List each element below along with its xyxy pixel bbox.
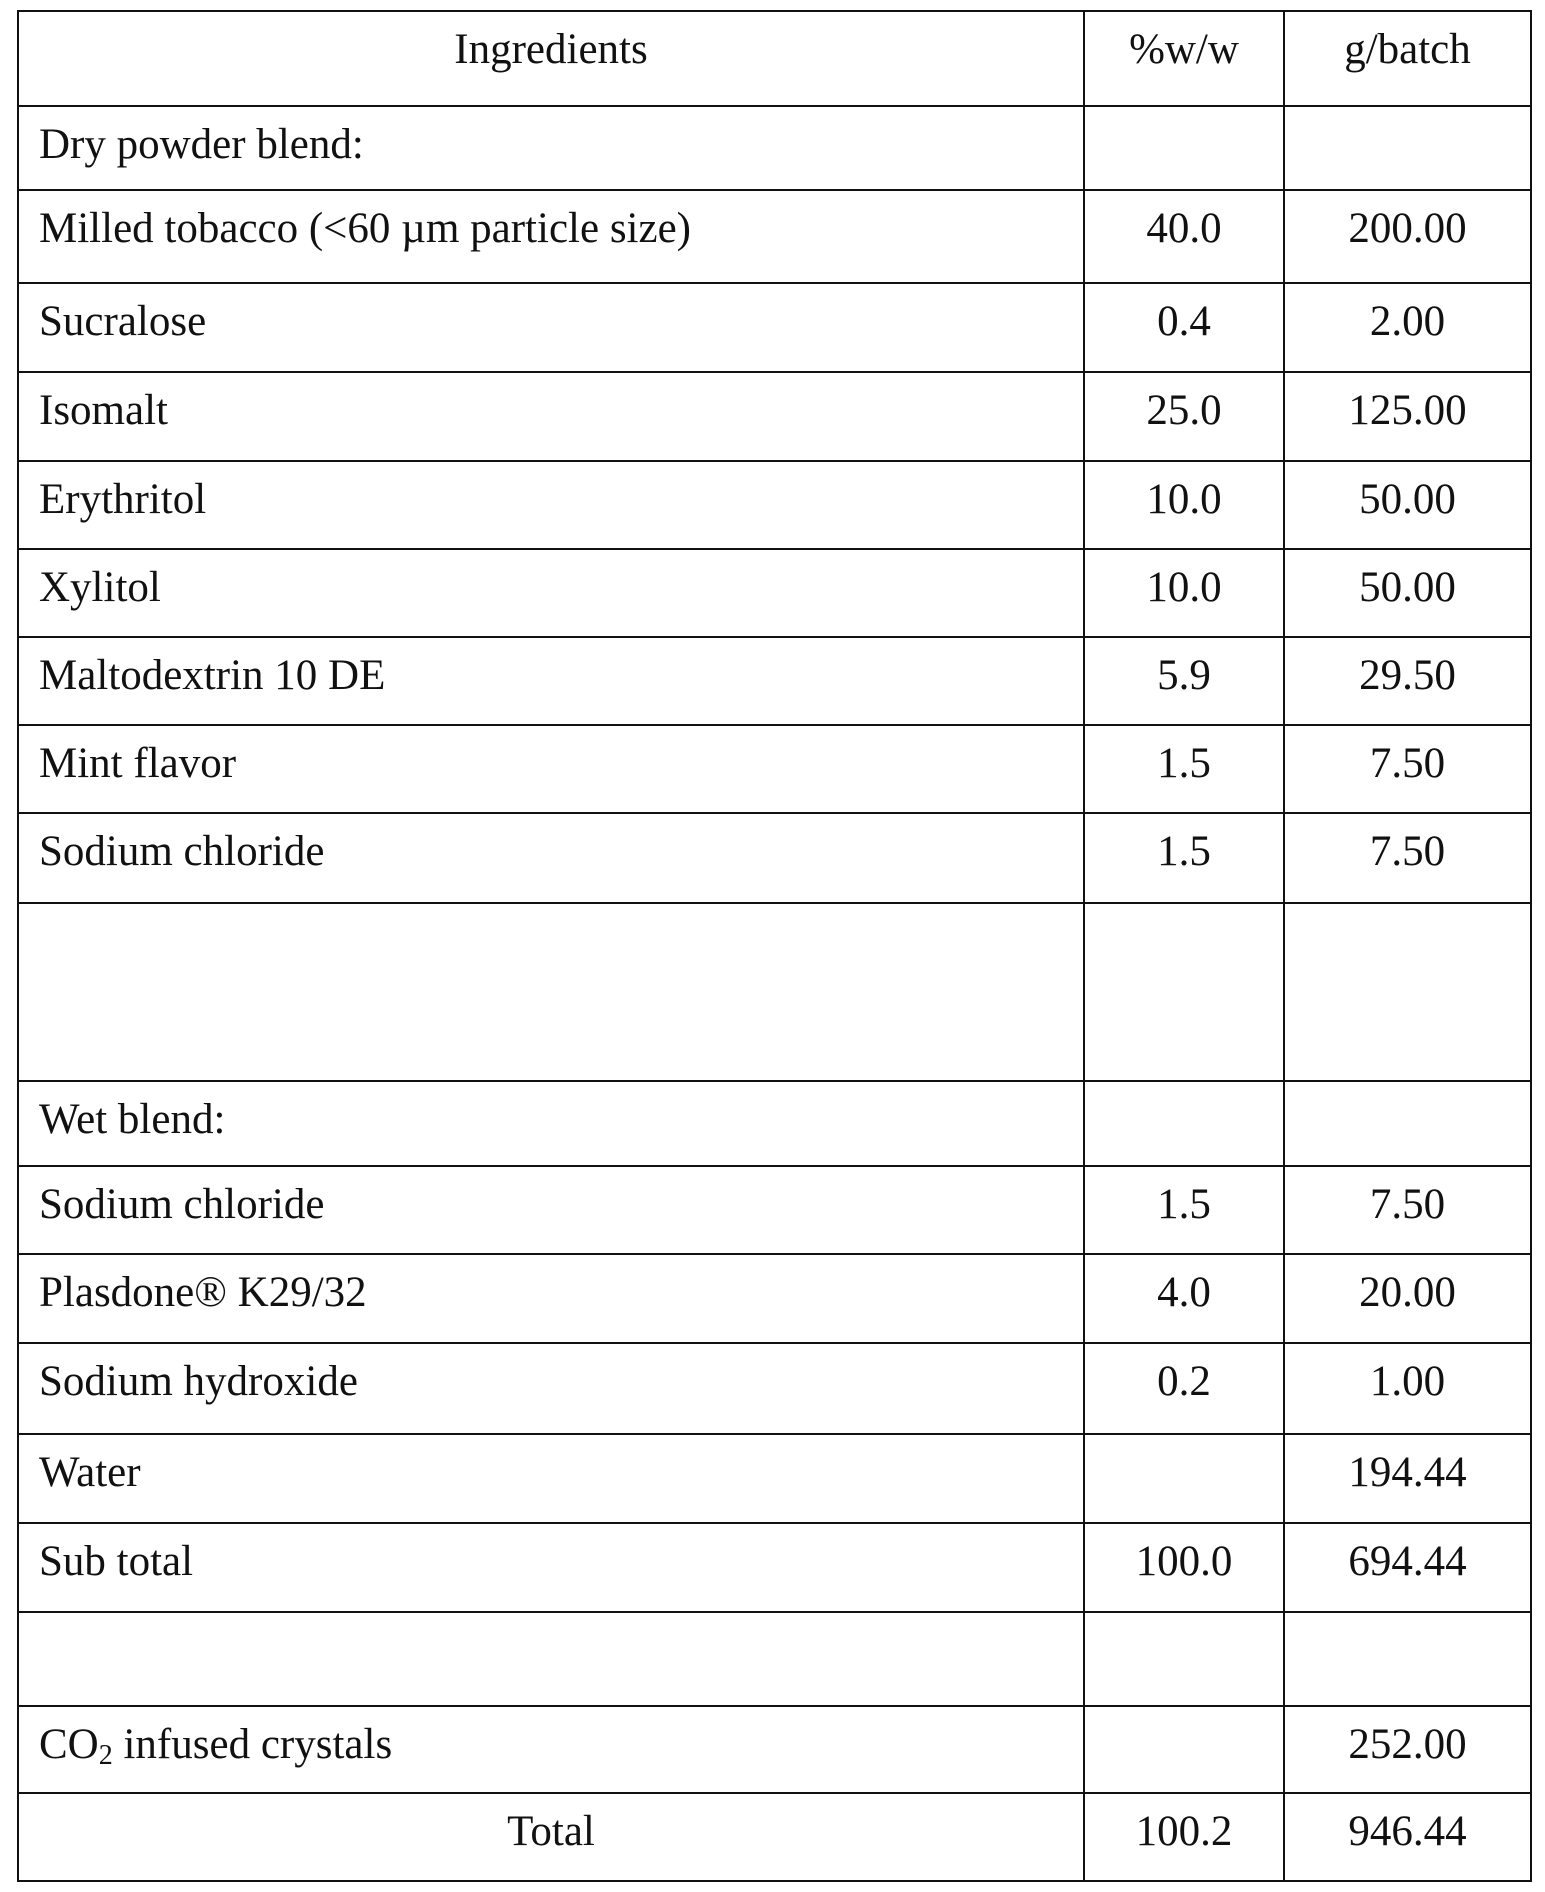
ingredient-name: Mint flavor bbox=[18, 725, 1084, 813]
pct-value: 10.0 bbox=[1084, 549, 1284, 637]
ingredient-name: Isomalt bbox=[18, 372, 1084, 461]
g-value: 20.00 bbox=[1284, 1254, 1531, 1343]
section-row-dry bbox=[18, 106, 1531, 190]
pct-value: 5.9 bbox=[1084, 637, 1284, 725]
g-value: 125.00 bbox=[1284, 372, 1531, 461]
spacer-row bbox=[18, 1612, 1531, 1706]
table-row bbox=[18, 190, 1531, 283]
g-value: 50.00 bbox=[1284, 549, 1531, 637]
ingredient-name: Maltodextrin 10 DE bbox=[18, 637, 1084, 725]
section-label: Dry powder blend: bbox=[18, 106, 1084, 190]
table-row bbox=[18, 813, 1531, 903]
ingredient-name: Sodium chloride bbox=[18, 1166, 1084, 1254]
section-row-wet bbox=[18, 1081, 1531, 1166]
table-row bbox=[18, 1254, 1531, 1343]
g-value: 7.50 bbox=[1284, 813, 1531, 903]
g-value: 2.00 bbox=[1284, 283, 1531, 372]
header-ingredients: Ingredients bbox=[18, 11, 1084, 106]
g-value: 50.00 bbox=[1284, 461, 1531, 549]
subtotal-row bbox=[18, 1523, 1531, 1612]
g-value: 7.50 bbox=[1284, 1166, 1531, 1254]
ingredient-name: Xylitol bbox=[18, 549, 1084, 637]
subtotal-g: 694.44 bbox=[1284, 1523, 1531, 1612]
ingredient-name: Sodium hydroxide bbox=[18, 1343, 1084, 1434]
co2-g: 252.00 bbox=[1284, 1706, 1531, 1793]
header-pct: %w/w bbox=[1084, 11, 1284, 106]
pct-value: 0.4 bbox=[1084, 283, 1284, 372]
ingredient-name: Milled tobacco (<60 µm particle size) bbox=[18, 190, 1084, 283]
table-row bbox=[18, 372, 1531, 461]
table-row bbox=[18, 637, 1531, 725]
ingredient-name: Sodium chloride bbox=[18, 813, 1084, 903]
table-row bbox=[18, 549, 1531, 637]
table-row bbox=[18, 461, 1531, 549]
subtotal-label: Sub total bbox=[18, 1523, 1084, 1612]
spacer-row bbox=[18, 903, 1531, 1081]
pct-value: 4.0 bbox=[1084, 1254, 1284, 1343]
table-row bbox=[18, 1343, 1531, 1434]
table-row bbox=[18, 725, 1531, 813]
pct-value bbox=[1084, 1434, 1284, 1523]
pct-value: 1.5 bbox=[1084, 1166, 1284, 1254]
table-row bbox=[18, 1166, 1531, 1254]
total-label: Total bbox=[18, 1793, 1084, 1881]
co2-row bbox=[18, 1706, 1531, 1793]
g-value: 1.00 bbox=[1284, 1343, 1531, 1434]
header-row bbox=[18, 11, 1531, 106]
pct-value: 1.5 bbox=[1084, 813, 1284, 903]
g-value: 7.50 bbox=[1284, 725, 1531, 813]
ingredient-name: Sucralose bbox=[18, 283, 1084, 372]
total-pct: 100.2 bbox=[1084, 1793, 1284, 1881]
pct-value: 0.2 bbox=[1084, 1343, 1284, 1434]
subtotal-pct: 100.0 bbox=[1084, 1523, 1284, 1612]
ingredient-name: Erythritol bbox=[18, 461, 1084, 549]
section-label: Wet blend: bbox=[18, 1081, 1084, 1166]
ingredients-table bbox=[17, 10, 1532, 1882]
pct-value: 25.0 bbox=[1084, 372, 1284, 461]
ingredient-name: Water bbox=[18, 1434, 1084, 1523]
table-row bbox=[18, 283, 1531, 372]
ingredient-name: Plasdone® K29/32 bbox=[18, 1254, 1084, 1343]
g-value: 29.50 bbox=[1284, 637, 1531, 725]
total-g: 946.44 bbox=[1284, 1793, 1531, 1881]
table-row bbox=[18, 1434, 1531, 1523]
g-value: 200.00 bbox=[1284, 190, 1531, 283]
co2-label: CO2 infused crystals bbox=[18, 1706, 1084, 1793]
total-row bbox=[18, 1793, 1531, 1881]
co2-pct bbox=[1084, 1706, 1284, 1793]
pct-value: 10.0 bbox=[1084, 461, 1284, 549]
pct-value: 40.0 bbox=[1084, 190, 1284, 283]
pct-value: 1.5 bbox=[1084, 725, 1284, 813]
g-value: 194.44 bbox=[1284, 1434, 1531, 1523]
header-g: g/batch bbox=[1284, 11, 1531, 106]
